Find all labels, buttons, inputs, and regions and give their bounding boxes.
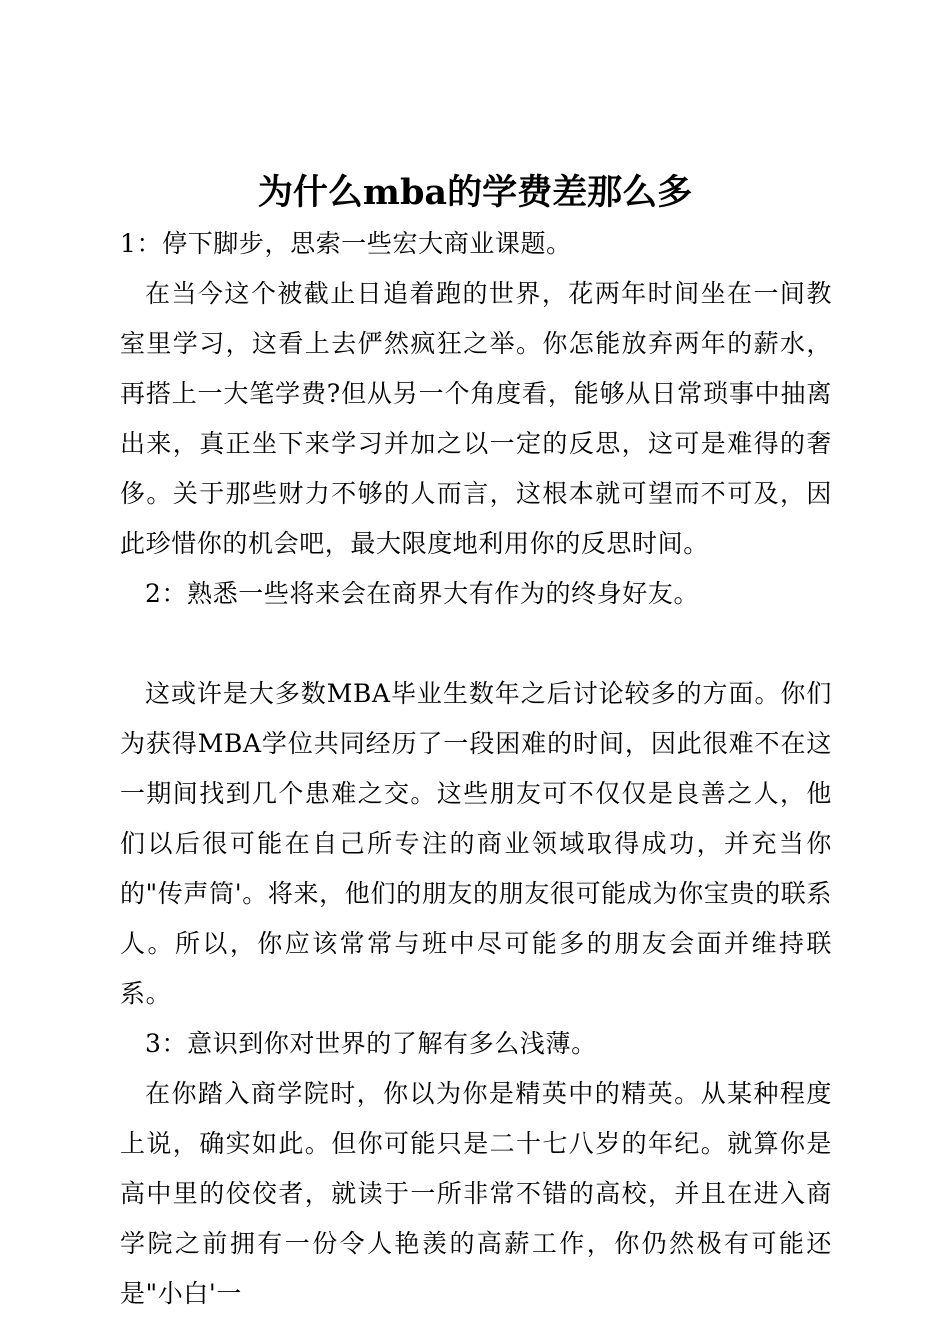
section-2-paragraph: 这或许是大多数MBA毕业生数年之后讨论较多的方面。你们为获得MBA学位共同经历了一段困难的时间，因此很难不在这一期间找到几个患难之交。这些朋友可不仅仅是良善之人，他们以后很可能在自己所专注的商业领域取得成功，并充当你的"传声筒'。将来，他们的朋友的朋友很可能成为你宝贵的联系人。所以，你应该常常与班中尽可能多的朋友会面并维持联系。 [120,679,832,1008]
section-2-heading: 2：熟悉一些将来会在商界大有作为的终身好友。 [145,579,700,608]
document-body [120,219,832,1319]
section-3-heading: 3：意识到你对世界的了解有多么浅薄。 [145,1029,597,1058]
blank-line [120,619,832,669]
document-title: 为什么mba的学费差那么多 [257,172,693,214]
section-3-paragraph: 在你踏入商学院时，你以为你是精英中的精英。从某种程度上说，确实如此。但你可能只是二十七八岁的年纪。就算你是高中里的佼佼者，就读于一所非常不错的高校，并且在进入商学院之前拥有一份令人艳羡的高薪工作，你仍然极有可能还是"小白'一 [120,1079,832,1308]
section-1-paragraph: 在当今这个被截止日追着跑的世界，花两年时间坐在一间教室里学习，这看上去俨然疯狂之举。你怎能放弃两年的薪水，再搭上一大笔学费?但从另一个角度看，能够从日常琐事中抽离出来，真正坐下来学习并加之以一定的反思，这可是难得的奢侈。关于那些财力不够的人而言，这根本就可望而不可及，因此珍惜你的机会吧，最大限度地利用你的反思时间。 [120,279,832,558]
section-1-heading: 1：停下脚步，思索一些宏大商业课题。 [120,229,572,258]
